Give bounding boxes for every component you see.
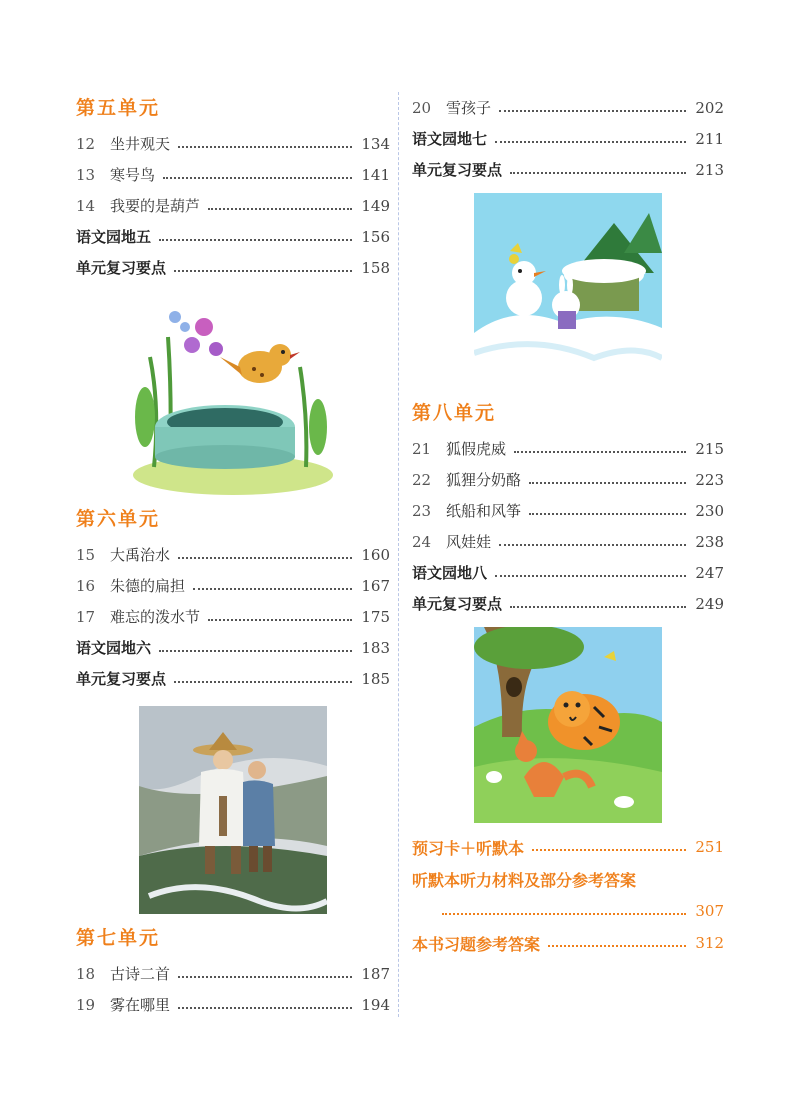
leader-dots — [163, 177, 352, 179]
toc-entry[interactable] — [76, 221, 390, 252]
page-number: 160 — [361, 545, 390, 564]
toc-entry[interactable] — [76, 159, 390, 190]
lesson-number: 12 — [76, 134, 96, 153]
leader-dots — [499, 544, 686, 546]
leader-dots — [178, 976, 352, 978]
page-number: 202 — [695, 98, 724, 117]
lesson-title: 纸船和风筝 — [446, 502, 522, 520]
lesson-title: 朱德的扁担 — [110, 577, 186, 595]
leader-dots — [514, 451, 686, 453]
toc-entry[interactable] — [412, 154, 724, 185]
right-column — [412, 92, 724, 959]
section-title: 单元复习要点 — [412, 161, 503, 179]
lesson-number: 20 — [412, 98, 432, 117]
leader-dots — [208, 619, 352, 621]
toc-entry[interactable] — [76, 570, 390, 601]
lesson-title: 我要的是葫芦 — [110, 197, 201, 215]
unit-8-title: 第八单元 — [412, 402, 497, 424]
page-number: 158 — [361, 258, 390, 277]
section-title: 单元复习要点 — [76, 259, 167, 277]
leader-dots — [499, 110, 686, 112]
page-number: 307 — [695, 902, 724, 920]
lesson-title: 狐狸分奶酪 — [446, 471, 522, 489]
lesson-number: 23 — [412, 501, 432, 520]
left-column — [76, 92, 390, 1020]
leader-dots — [495, 141, 686, 143]
toc-entry[interactable] — [412, 92, 724, 123]
toc-entry[interactable] — [412, 464, 724, 495]
lesson-number: 17 — [76, 607, 96, 626]
toc-entry[interactable] — [412, 123, 724, 154]
page-number: 211 — [695, 129, 724, 148]
leader-dots — [495, 575, 686, 577]
leader-dots — [548, 945, 686, 947]
well-bird-illustration — [130, 297, 336, 497]
lesson-title: 雪孩子 — [446, 99, 492, 117]
leader-dots — [174, 681, 352, 683]
toc-entry[interactable] — [76, 252, 390, 283]
section-title: 语文园地八 — [412, 564, 488, 582]
appendix-title: 预习卡＋听默本 — [412, 838, 525, 858]
page-number: 149 — [361, 196, 390, 215]
toc-entry[interactable] — [76, 128, 390, 159]
section-title: 语文园地七 — [412, 130, 488, 148]
leader-dots — [159, 239, 352, 241]
lesson-number: 15 — [76, 545, 96, 564]
page-number: 194 — [361, 995, 390, 1014]
section-title: 语文园地五 — [76, 228, 152, 246]
fox-tiger-illustration — [474, 627, 662, 823]
leader-dots — [159, 650, 352, 652]
lesson-number: 21 — [412, 439, 432, 458]
lesson-number: 22 — [412, 470, 432, 489]
page-number: 213 — [695, 160, 724, 179]
page-number: 187 — [361, 964, 390, 983]
toc-entry[interactable] — [76, 601, 390, 632]
leader-dots — [532, 849, 686, 851]
page-number: 249 — [695, 594, 724, 613]
toc-entry[interactable] — [76, 632, 390, 663]
page-number: 238 — [695, 532, 724, 551]
column-divider — [398, 92, 399, 1017]
appendix-title: 本书习题参考答案 — [412, 934, 541, 954]
page-number: 230 — [695, 501, 724, 520]
leader-dots — [510, 606, 686, 608]
page-number: 175 — [361, 607, 390, 626]
snow-child-illustration — [474, 193, 662, 389]
lesson-title: 古诗二首 — [110, 965, 171, 983]
page-number: 141 — [361, 165, 390, 184]
leader-dots — [178, 146, 352, 148]
toc-entry[interactable] — [412, 557, 724, 588]
lesson-title: 雾在哪里 — [110, 996, 171, 1014]
yu-the-great-illustration — [139, 706, 327, 914]
page-number: 312 — [695, 934, 724, 952]
toc-entry[interactable] — [412, 588, 724, 619]
leader-dots — [510, 172, 686, 174]
lesson-number: 13 — [76, 165, 96, 184]
unit-5-title: 第五单元 — [76, 97, 161, 119]
page-number: 215 — [695, 439, 724, 458]
lesson-title: 狐假虎威 — [446, 440, 507, 458]
lesson-title: 风娃娃 — [446, 533, 492, 551]
toc-entry[interactable] — [76, 190, 390, 221]
lesson-number: 18 — [76, 964, 96, 983]
page-number: 167 — [361, 576, 390, 595]
leader-dots — [529, 513, 686, 515]
appendix-entry[interactable] — [412, 927, 724, 959]
lesson-number: 14 — [76, 196, 96, 215]
page-number: 185 — [361, 669, 390, 688]
toc-entry[interactable] — [412, 495, 724, 526]
leader-dots — [442, 913, 686, 915]
appendix-title: 听默本听力材料及部分参考答案 — [412, 870, 637, 890]
toc-entry[interactable] — [76, 539, 390, 570]
toc-entry[interactable] — [412, 433, 724, 464]
toc-entry[interactable] — [76, 663, 390, 694]
page-number: 134 — [361, 134, 390, 153]
lesson-title: 坐井观天 — [110, 135, 171, 153]
lesson-title: 大禹治水 — [110, 546, 171, 564]
toc-entry[interactable] — [76, 958, 390, 989]
leader-dots — [529, 482, 686, 484]
section-title: 语文园地六 — [76, 639, 152, 657]
unit-7-title: 第七单元 — [76, 927, 161, 949]
page-number: 183 — [361, 638, 390, 657]
toc-entry[interactable] — [412, 526, 724, 557]
section-title: 单元复习要点 — [76, 670, 167, 688]
lesson-title: 难忘的泼水节 — [110, 608, 201, 626]
leader-dots — [178, 1007, 352, 1009]
lesson-number: 24 — [412, 532, 432, 551]
appendix-entry-title[interactable] — [412, 863, 724, 895]
page-number: 156 — [361, 227, 390, 246]
lesson-number: 19 — [76, 995, 96, 1014]
appendix-entry-leader[interactable] — [412, 895, 724, 927]
page-number: 247 — [695, 563, 724, 582]
lesson-number: 16 — [76, 576, 96, 595]
leader-dots — [208, 208, 352, 210]
toc-entry[interactable] — [76, 989, 390, 1020]
lesson-title: 寒号鸟 — [110, 166, 156, 184]
section-title: 单元复习要点 — [412, 595, 503, 613]
leader-dots — [174, 270, 352, 272]
page-number: 251 — [695, 838, 724, 856]
unit-6-title: 第六单元 — [76, 508, 161, 530]
leader-dots — [193, 588, 352, 590]
appendix-entry[interactable] — [412, 831, 724, 863]
leader-dots — [178, 557, 352, 559]
page-number: 223 — [695, 470, 724, 489]
